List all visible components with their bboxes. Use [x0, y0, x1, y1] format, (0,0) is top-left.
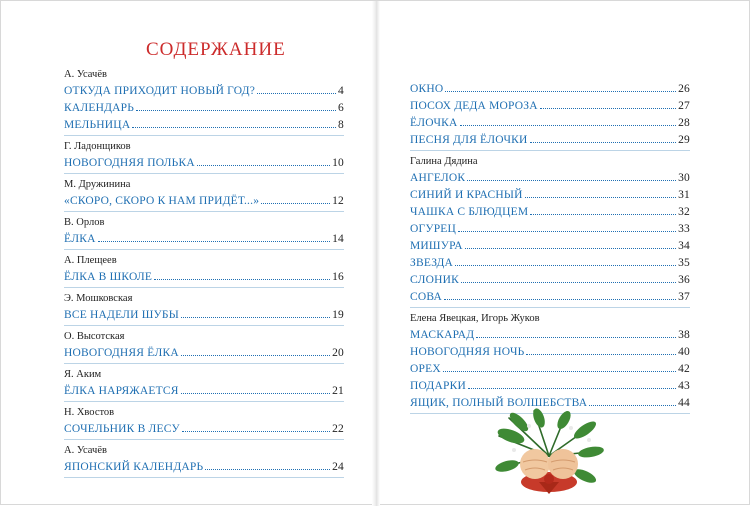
toc-leader-dots [461, 282, 676, 283]
toc-entry[interactable] [410, 344, 690, 361]
toc-entry[interactable] [410, 289, 690, 306]
toc-divider [64, 211, 344, 212]
toc-divider [410, 150, 690, 151]
toc-author: А. Плещеев [64, 255, 117, 266]
toc-entry[interactable] [410, 221, 690, 238]
toc-entry-title: КАЛЕНДАРЬ [64, 102, 135, 114]
toc-leader-dots [181, 355, 330, 356]
toc-leader-dots [445, 91, 676, 92]
toc-divider [64, 439, 344, 440]
toc-leader-dots [525, 197, 677, 198]
toc-author: Елена Явецкая, Игорь Жуков [410, 313, 540, 324]
toc-divider [64, 135, 344, 136]
toc-entry-title: ЁЛОЧКА [410, 117, 458, 129]
toc-entry[interactable] [64, 83, 344, 100]
toc-author: Н. Хвостов [64, 407, 115, 418]
toc-page-number: 40 [678, 346, 690, 358]
toc-entry-title: ВСЕ НАДЕЛИ ШУБЫ [64, 309, 179, 321]
toc-leader-dots [476, 337, 676, 338]
toc-entry-title: ОКНО [410, 83, 444, 95]
toc-leader-dots [465, 248, 676, 249]
toc-author: Я. Аким [64, 369, 102, 380]
toc-leader-dots [444, 299, 676, 300]
toc-page-number: 10 [332, 157, 344, 169]
toc-entry-title: АНГЕЛОК [410, 172, 466, 184]
toc-page-number: 29 [678, 134, 690, 146]
toc-entry-title: ЧАШКА С БЛЮДЦЕМ [410, 206, 529, 218]
toc-leader-dots [467, 180, 676, 181]
toc-divider [64, 401, 344, 402]
toc-entry-title: МАСКАРАД [410, 329, 475, 341]
toc-page-number: 6 [338, 102, 344, 114]
toc-page-number: 43 [678, 380, 690, 392]
toc-leader-dots [182, 431, 330, 432]
toc-page-number: 37 [678, 291, 690, 303]
toc-left-column [64, 66, 344, 480]
toc-divider [64, 325, 344, 326]
toc-leader-dots [261, 203, 330, 204]
toc-leader-dots [540, 108, 676, 109]
toc-page-number: 35 [678, 257, 690, 269]
toc-page-number: 24 [332, 461, 344, 473]
toc-divider [64, 173, 344, 174]
toc-entry-title: СИНИЙ И КРАСНЫЙ [410, 189, 523, 201]
toc-entry-title: МИШУРА [410, 240, 463, 252]
toc-entry[interactable] [410, 204, 690, 221]
toc-page-number: 16 [332, 271, 344, 283]
toc-entry[interactable] [410, 378, 690, 395]
toc-entry[interactable] [410, 327, 690, 344]
toc-entry[interactable] [64, 383, 344, 400]
toc-leader-dots [197, 165, 330, 166]
toc-leader-dots [460, 125, 677, 126]
toc-right-column [410, 81, 690, 416]
toc-entry[interactable] [410, 170, 690, 187]
toc-page-number: 33 [678, 223, 690, 235]
toc-leader-dots [526, 354, 676, 355]
toc-entry[interactable] [64, 193, 344, 210]
toc-leader-dots [530, 142, 677, 143]
toc-page-number: 22 [332, 423, 344, 435]
toc-author: О. Высотская [64, 331, 125, 342]
toc-entry[interactable] [410, 361, 690, 378]
toc-page-number: 28 [678, 117, 690, 129]
toc-page-number: 20 [332, 347, 344, 359]
toc-entry[interactable] [410, 115, 690, 132]
toc-author: М. Дружинина [64, 179, 131, 190]
toc-page-number: 19 [332, 309, 344, 321]
page-title: СОДЕРЖАНИЕ [146, 39, 286, 60]
toc-author: А. Усачёв [64, 69, 107, 80]
toc-entry-title: НОВОГОДНЯЯ НОЧЬ [410, 346, 525, 358]
toc-entry-title: ПЕСНЯ ДЛЯ ЁЛОЧКИ [410, 134, 528, 146]
toc-entry-title: ЯЩИК, ПОЛНЫЙ ВОЛШЕБСТВА [410, 397, 588, 409]
toc-entry[interactable] [410, 98, 690, 115]
toc-entry-title: ПОСОХ ДЕДА МОРОЗА [410, 100, 538, 112]
toc-entry-title: ОГУРЕЦ [410, 223, 457, 235]
toc-entry-title: ОТКУДА ПРИХОДИТ НОВЫЙ ГОД? [64, 85, 256, 97]
toc-entry-title: ЁЛКА В ШКОЛЕ [64, 271, 153, 283]
toc-divider [410, 307, 690, 308]
toc-page-number: 14 [332, 233, 344, 245]
toc-page-number: 36 [678, 274, 690, 286]
toc-page-number: 34 [678, 240, 690, 252]
toc-divider [64, 477, 344, 478]
toc-page-number: 26 [678, 83, 690, 95]
toc-entry[interactable] [64, 421, 344, 438]
toc-entry[interactable] [410, 255, 690, 272]
toc-leader-dots [154, 279, 330, 280]
toc-author: А. Усачёв [64, 445, 107, 456]
toc-divider [64, 287, 344, 288]
toc-leader-dots [257, 93, 336, 94]
toc-page-number: 8 [338, 119, 344, 131]
toc-entry[interactable] [64, 231, 344, 248]
toc-entry[interactable] [410, 81, 690, 98]
toc-leader-dots [205, 469, 330, 470]
toc-page-number: 44 [678, 397, 690, 409]
toc-leader-dots [132, 127, 336, 128]
toc-leader-dots [443, 371, 676, 372]
toc-entry-title: СОЧЕЛЬНИК В ЛЕСУ [64, 423, 180, 435]
toc-entry[interactable] [64, 155, 344, 172]
toc-entry[interactable] [64, 459, 344, 476]
toc-author: Г. Ладонщиков [64, 141, 131, 152]
toc-leader-dots [455, 265, 676, 266]
toc-entry-title: ОРЕХ [410, 363, 441, 375]
toc-page-number: 21 [332, 385, 344, 397]
toc-leader-dots [136, 110, 336, 111]
toc-page-number: 31 [678, 189, 690, 201]
toc-divider [64, 363, 344, 364]
toc-entry[interactable] [64, 269, 344, 286]
toc-entry-title: СОВА [410, 291, 443, 303]
toc-entry-title: МЕЛЬНИЦА [64, 119, 131, 131]
toc-author: В. Орлов [64, 217, 105, 228]
toc-leader-dots [458, 231, 676, 232]
toc-page-number: 38 [678, 329, 690, 341]
toc-entry-title: «СКОРО, СКОРО К НАМ ПРИДЁТ...» [64, 195, 260, 207]
toc-entry[interactable] [410, 187, 690, 204]
toc-page-number: 42 [678, 363, 690, 375]
toc-entry-title: НОВОГОДНЯЯ ПОЛЬКА [64, 157, 195, 169]
toc-page-number: 32 [678, 206, 690, 218]
toc-author: Э. Мошковская [64, 293, 133, 304]
toc-leader-dots [181, 393, 330, 394]
toc-leader-dots [468, 388, 676, 389]
toc-entry-title: ЁЛКА НАРЯЖАЕТСЯ [64, 385, 179, 397]
toc-page-number: 27 [678, 100, 690, 112]
toc-page-number: 30 [678, 172, 690, 184]
toc-entry-title: ЗВЕЗДА [410, 257, 454, 269]
toc-entry[interactable] [64, 117, 344, 134]
toc-leader-dots [181, 317, 330, 318]
book-spine [372, 1, 380, 506]
toc-leader-dots [98, 241, 330, 242]
toc-leader-dots [530, 214, 676, 215]
toc-page-number: 4 [338, 85, 344, 97]
toc-entry-title: НОВОГОДНЯЯ ЁЛКА [64, 347, 179, 359]
toc-entry-title: ЯПОНСКИЙ КАЛЕНДАРЬ [64, 461, 204, 473]
toc-entry[interactable] [64, 100, 344, 117]
toc-entry[interactable] [410, 272, 690, 289]
toc-page-number: 12 [332, 195, 344, 207]
toc-entry-title: ЁЛКА [64, 233, 96, 245]
toc-entry[interactable] [410, 132, 690, 149]
toc-entry[interactable] [64, 307, 344, 324]
toc-entry[interactable] [64, 345, 344, 362]
toc-author: Галина Дядина [410, 156, 478, 167]
toc-entry-title: ПОДАРКИ [410, 380, 466, 392]
toc-entry[interactable] [410, 238, 690, 255]
christmas-bells-icon [489, 406, 609, 501]
toc-divider [64, 249, 344, 250]
toc-entry-title: СЛОНИК [410, 274, 459, 286]
